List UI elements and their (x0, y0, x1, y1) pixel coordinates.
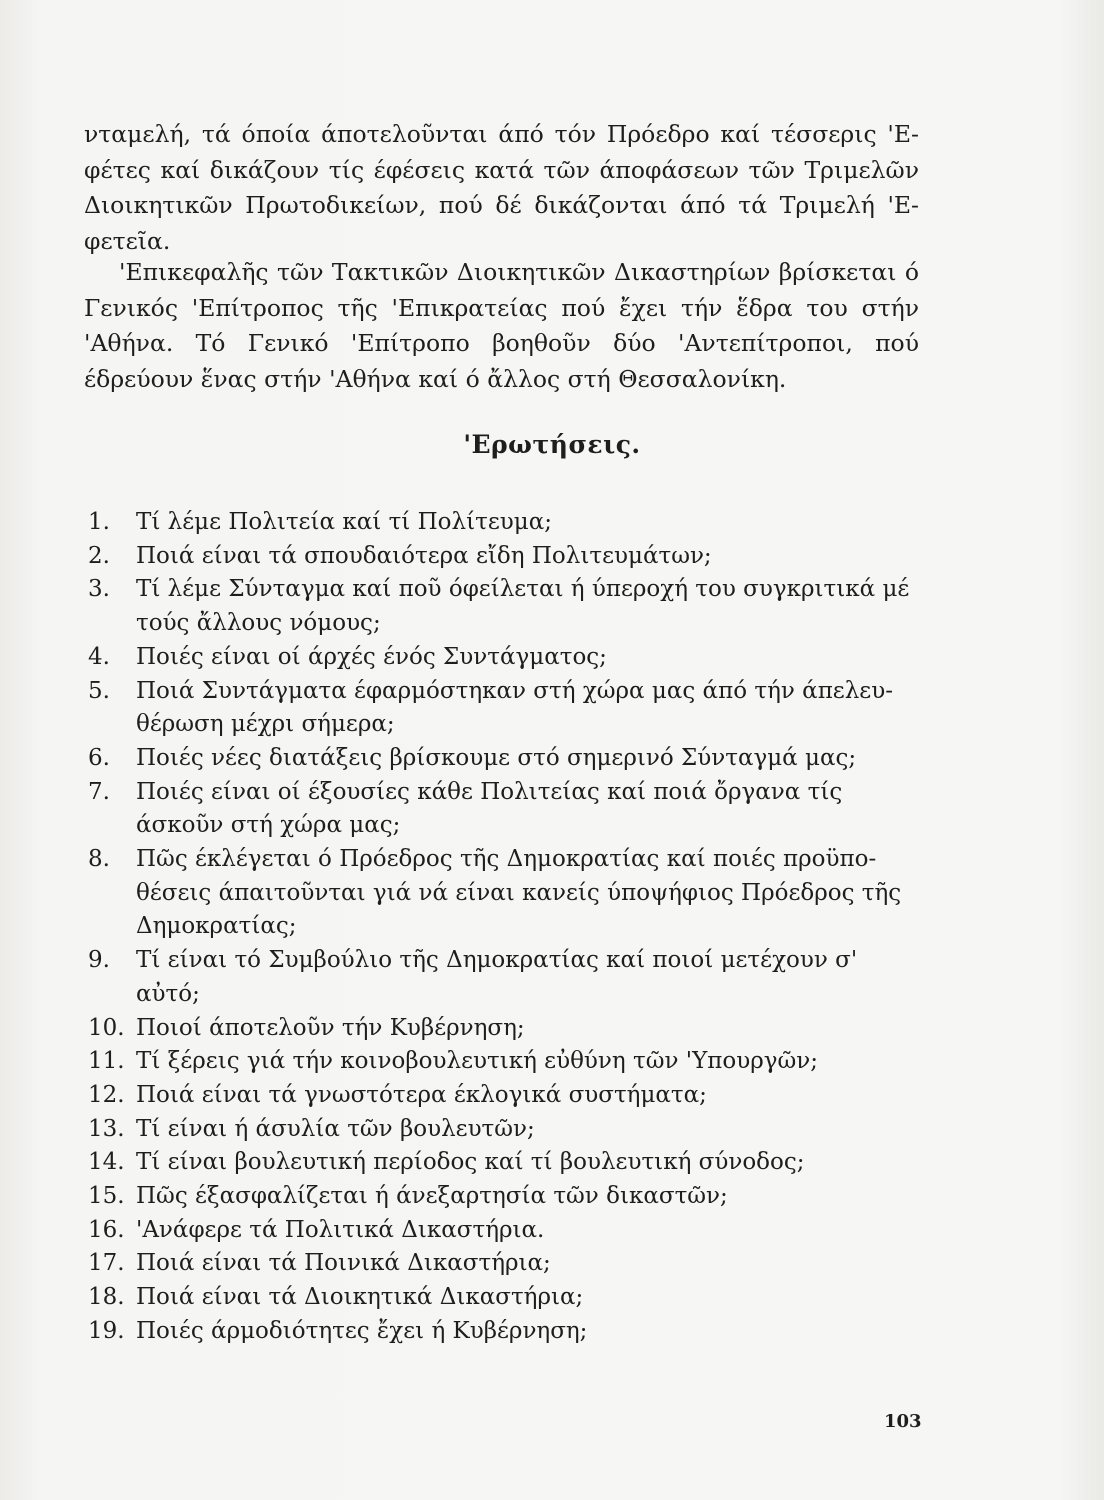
question-text: Ποιές είναι οί έξουσίες κάθε Πολιτείας καί ποιά ὄργανα τίς άσκοῦν στή χώρα μας; (136, 778, 843, 839)
question-item (84, 1180, 919, 1214)
text-line: φέτες καί δικάζουν τίς έφέσεις κατά τῶν άποφάσεων τῶν Τριμελῶν (84, 155, 919, 184)
question-text: Ποιές νέες διατάξεις βρίσκουμε στό σημερινό Σύνταγμά μας; (136, 744, 857, 771)
question-item (84, 675, 919, 742)
question-number: 18. (88, 1284, 125, 1311)
question-number: 9. (88, 947, 110, 974)
text-line: 'Επικεφαλῆς τῶν Τακτικῶν Διοικητικῶν Δικαστηρίων βρίσκεται ό (119, 258, 919, 286)
text-line: 'Αθήνα. Τό Γενικό 'Επίτροπο βοηθοῦν δύο 'Αντεπίτροποι, πού (84, 329, 919, 357)
question-item (84, 1012, 919, 1046)
questions-list (84, 506, 919, 1349)
question-item (84, 1079, 919, 1113)
question-text: Ποιές άρμοδιότητες ἔχει ή Κυβέρνηση; (136, 1317, 588, 1344)
question-number: 11. (88, 1048, 125, 1075)
question-item (84, 1281, 919, 1315)
questions-heading: 'Ερωτήσεις. (463, 430, 641, 459)
question-text: Ποιές είναι οί άρχές ένός Συντάγματος; (136, 643, 607, 670)
question-number: 13. (88, 1115, 125, 1142)
question-item (84, 1146, 919, 1180)
question-text: Ποιοί άποτελοῦν τήν Κυβέρνηση; (136, 1014, 525, 1041)
text-line: νταμελή, τά όποία άποτελοῦνται άπό τόν Πρόεδρο καί τέσσερις 'Ε- (84, 120, 919, 148)
text-line: Γενικός 'Επίτροπος τῆς 'Επικρατείας πού ἔχει τήν ἕδρα του στήν (84, 293, 919, 322)
question-number: 3. (88, 576, 110, 603)
question-text: Ποιά είναι τά Διοικητικά Δικαστήρια; (136, 1284, 584, 1311)
question-item (84, 1315, 919, 1349)
question-item (84, 573, 919, 640)
text-line: έδρεύουν ἕνας στήν 'Αθήνα καί ό ἄλλος στή Θεσσαλονίκη. (84, 364, 787, 393)
question-text: Τί είναι ή άσυλία τῶν βουλευτῶν; (136, 1115, 535, 1142)
question-item (84, 843, 919, 944)
question-text: Ποιά είναι τά σπουδαιότερα εἴδη Πολιτευμάτων; (136, 542, 712, 569)
question-text: Τί λέμε Πολιτεία καί τί Πολίτευμα; (136, 509, 552, 535)
question-text: Ποιά είναι τά Ποινικά Δικαστήρια; (136, 1250, 551, 1277)
question-number: 6. (88, 744, 110, 771)
question-item (84, 776, 919, 843)
question-text: 'Ανάφερε τά Πολιτικά Δικαστήρια. (136, 1216, 545, 1243)
question-text: Πῶς έκλέγεται ό Πρόεδρος τῆς Δημοκρατίας καί ποιές προϋπο-θέσεις άπαιτοῦνται γιά νά είναι κανείς ύποψήφιος Πρόεδρος τῆς Δημοκρατίας; (136, 846, 902, 940)
question-item (84, 506, 919, 540)
question-item (84, 641, 919, 675)
question-number: 2. (88, 542, 110, 569)
question-text: Τί είναι βουλευτική περίοδος καί τί βουλευτική σύνοδος; (136, 1149, 805, 1176)
question-text: Ποιά είναι τά γνωστότερα έκλογικά συστήματα; (136, 1081, 707, 1108)
question-text: Ποιά Συντάγματα έφαρμόστηκαν στή χώρα μας άπό τήν άπελευ-θέρωση μέχρι σήμερα; (136, 677, 893, 738)
question-item (84, 1214, 919, 1248)
question-text: Πῶς έξασφαλίζεται ή άνεξαρτησία τῶν δικαστῶν; (136, 1183, 728, 1210)
question-number: 10. (88, 1014, 125, 1041)
paragraph-continuation (84, 117, 919, 259)
question-number: 16. (88, 1216, 125, 1243)
question-item (84, 1045, 919, 1079)
question-number: 8. (88, 846, 110, 873)
paragraph-general-commissioner (84, 255, 919, 397)
text-line: φετεῖα. (84, 226, 171, 255)
question-number: 12. (88, 1081, 125, 1108)
question-number: 14. (88, 1149, 125, 1176)
question-item (84, 944, 919, 1011)
question-item (84, 1113, 919, 1147)
question-text: Τί λέμε Σύνταγμα καί ποῦ όφείλεται ή ύπεροχή του συγκριτικά μέ τούς ἄλλους νόμους; (136, 576, 910, 637)
question-item (84, 742, 919, 776)
question-item (84, 540, 919, 574)
question-number: 7. (88, 778, 110, 805)
question-text: Τί ξέρεις γιά τήν κοινοβουλευτική εὐθύνη τῶν 'Υπουργῶν; (136, 1048, 818, 1075)
question-number: 15. (88, 1183, 125, 1210)
text-line: Διοικητικῶν Πρωτοδικείων, πού δέ δικάζονται άπό τά Τριμελή 'Ε- (84, 191, 919, 219)
question-number: 19. (88, 1317, 125, 1344)
question-text: Τί είναι τό Συμβούλιο τῆς Δημοκρατίας καί ποιοί μετέχουν σ' αὐτό; (136, 947, 858, 1007)
question-number: 1. (88, 509, 110, 535)
question-item (84, 1247, 919, 1281)
question-number: 5. (88, 677, 110, 704)
page-number: 103 (884, 1411, 922, 1432)
question-number: 4. (88, 643, 110, 670)
question-number: 17. (88, 1250, 125, 1277)
